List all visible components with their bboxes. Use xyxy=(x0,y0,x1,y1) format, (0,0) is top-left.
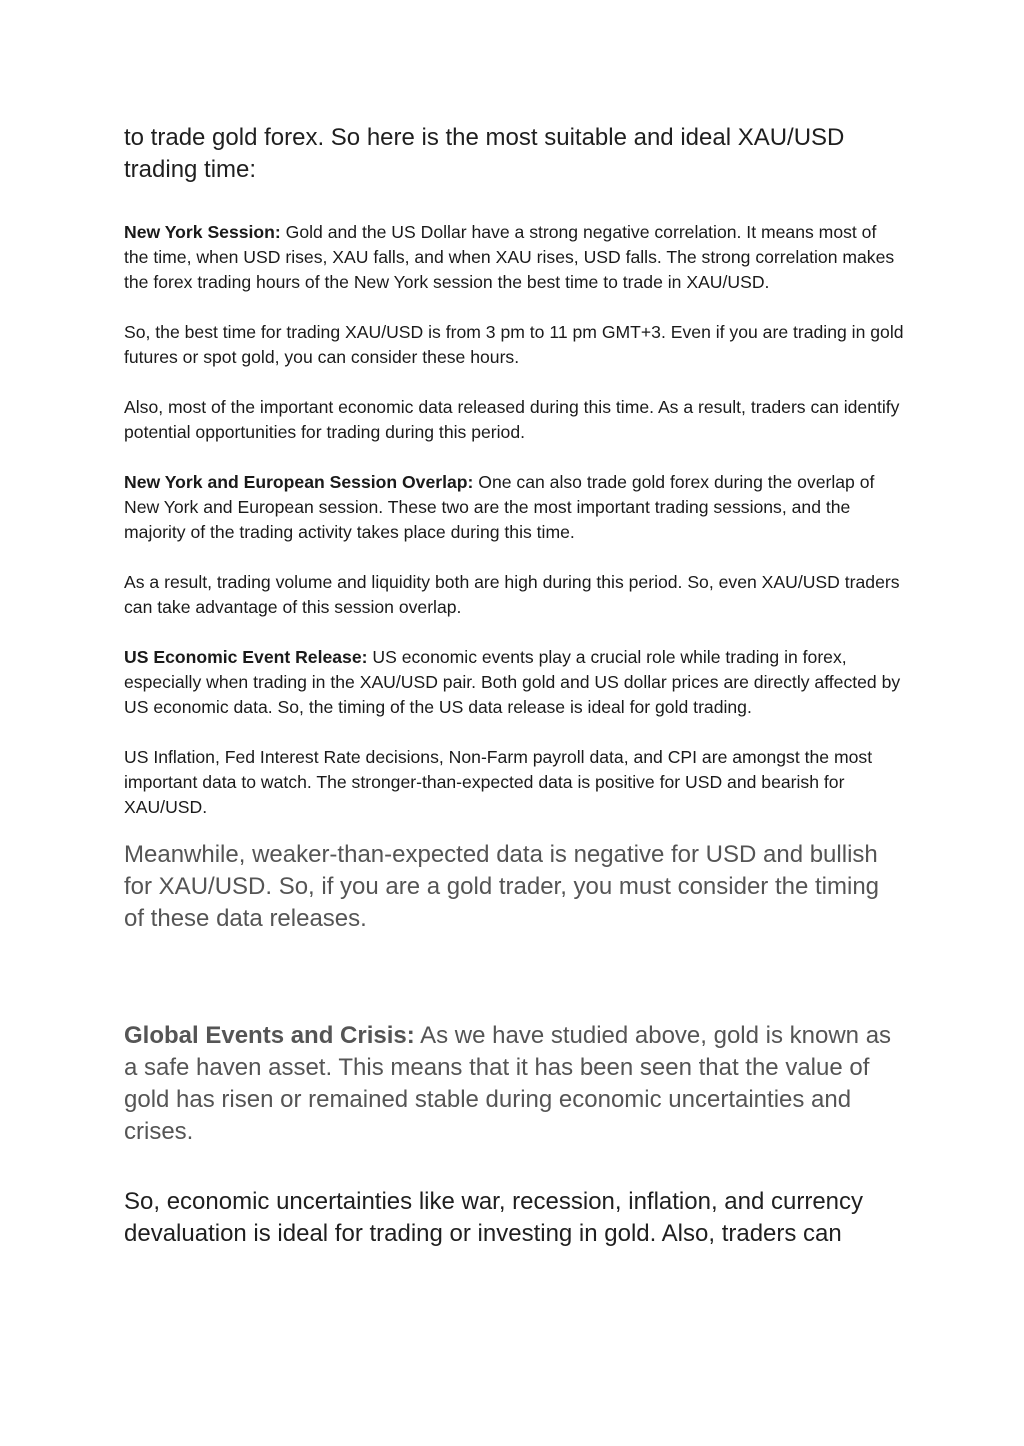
new-york-session-paragraph xyxy=(124,220,904,295)
new-york-session-body: Gold and the US Dollar have a strong negative correlation. It means most of the time, when USD rises, XAU falls, and when XAU rises, USD falls. The strong correlation makes the forex trading hours of the New York session the best time to trade in XAU/USD. xyxy=(124,222,895,292)
meanwhile-paragraph: Meanwhile, weaker-than-expected data is negative for USD and bullish for XAU/USD. So, if you are a gold trader, you must consider the timing of these data releases. xyxy=(124,841,880,932)
new-york-session-heading: New York Session: xyxy=(124,222,281,242)
us-economic-event-paragraph xyxy=(124,645,904,720)
session-overlap-body: One can also trade gold forex during the overlap of New York and European session. These two are the most important trading sessions, and the majority of the trading activity takes place during this time. xyxy=(124,472,875,542)
intro-paragraph: to trade gold forex. So here is the most suitable and ideal XAU/USD trading time: xyxy=(124,124,845,183)
us-economic-event-body: US economic events play a crucial role while trading in forex, especially when trading in the XAU/USD pair. Both gold and US dollar prices are directly affected by US economic data. So, the timing of the US data release is ideal for gold trading. xyxy=(124,647,901,717)
inflation-paragraph: US Inflation, Fed Interest Rate decisions, Non-Farm payroll data, and CPI are amongst the most important data to watch. The stronger-than-expected data is positive for USD and bearish for XAU/USD. xyxy=(124,747,873,817)
global-events-paragraph xyxy=(124,1020,904,1148)
volume-liquidity-paragraph: As a result, trading volume and liquidity both are high during this period. So, even XAU/USD traders can take advantage of this session overlap. xyxy=(124,572,900,617)
session-overlap-heading: New York and European Session Overlap: xyxy=(124,472,474,492)
global-events-body: As we have studied above, gold is known as a safe haven asset. This means that it has been seen that the value of gold has risen or remained stable during economic uncertainties and crises. xyxy=(124,1022,892,1145)
session-overlap-paragraph xyxy=(124,470,904,545)
global-events-heading: Global Events and Crisis: xyxy=(124,1022,415,1049)
us-economic-event-heading: US Economic Event Release: xyxy=(124,647,368,667)
economic-data-paragraph: Also, most of the important economic data released during this time. As a result, traders can identify potential opportunities for trading during this period. xyxy=(124,397,900,442)
best-time-paragraph: So, the best time for trading XAU/USD is from 3 pm to 11 pm GMT+3. Even if you are trading in gold futures or spot gold, you can consider these hours. xyxy=(124,322,904,367)
economic-uncertainties-paragraph: So, economic uncertainties like war, recession, inflation, and currency devaluation is ideal for trading or investing in gold. Also, traders can xyxy=(124,1188,864,1247)
document-page xyxy=(124,122,904,1250)
